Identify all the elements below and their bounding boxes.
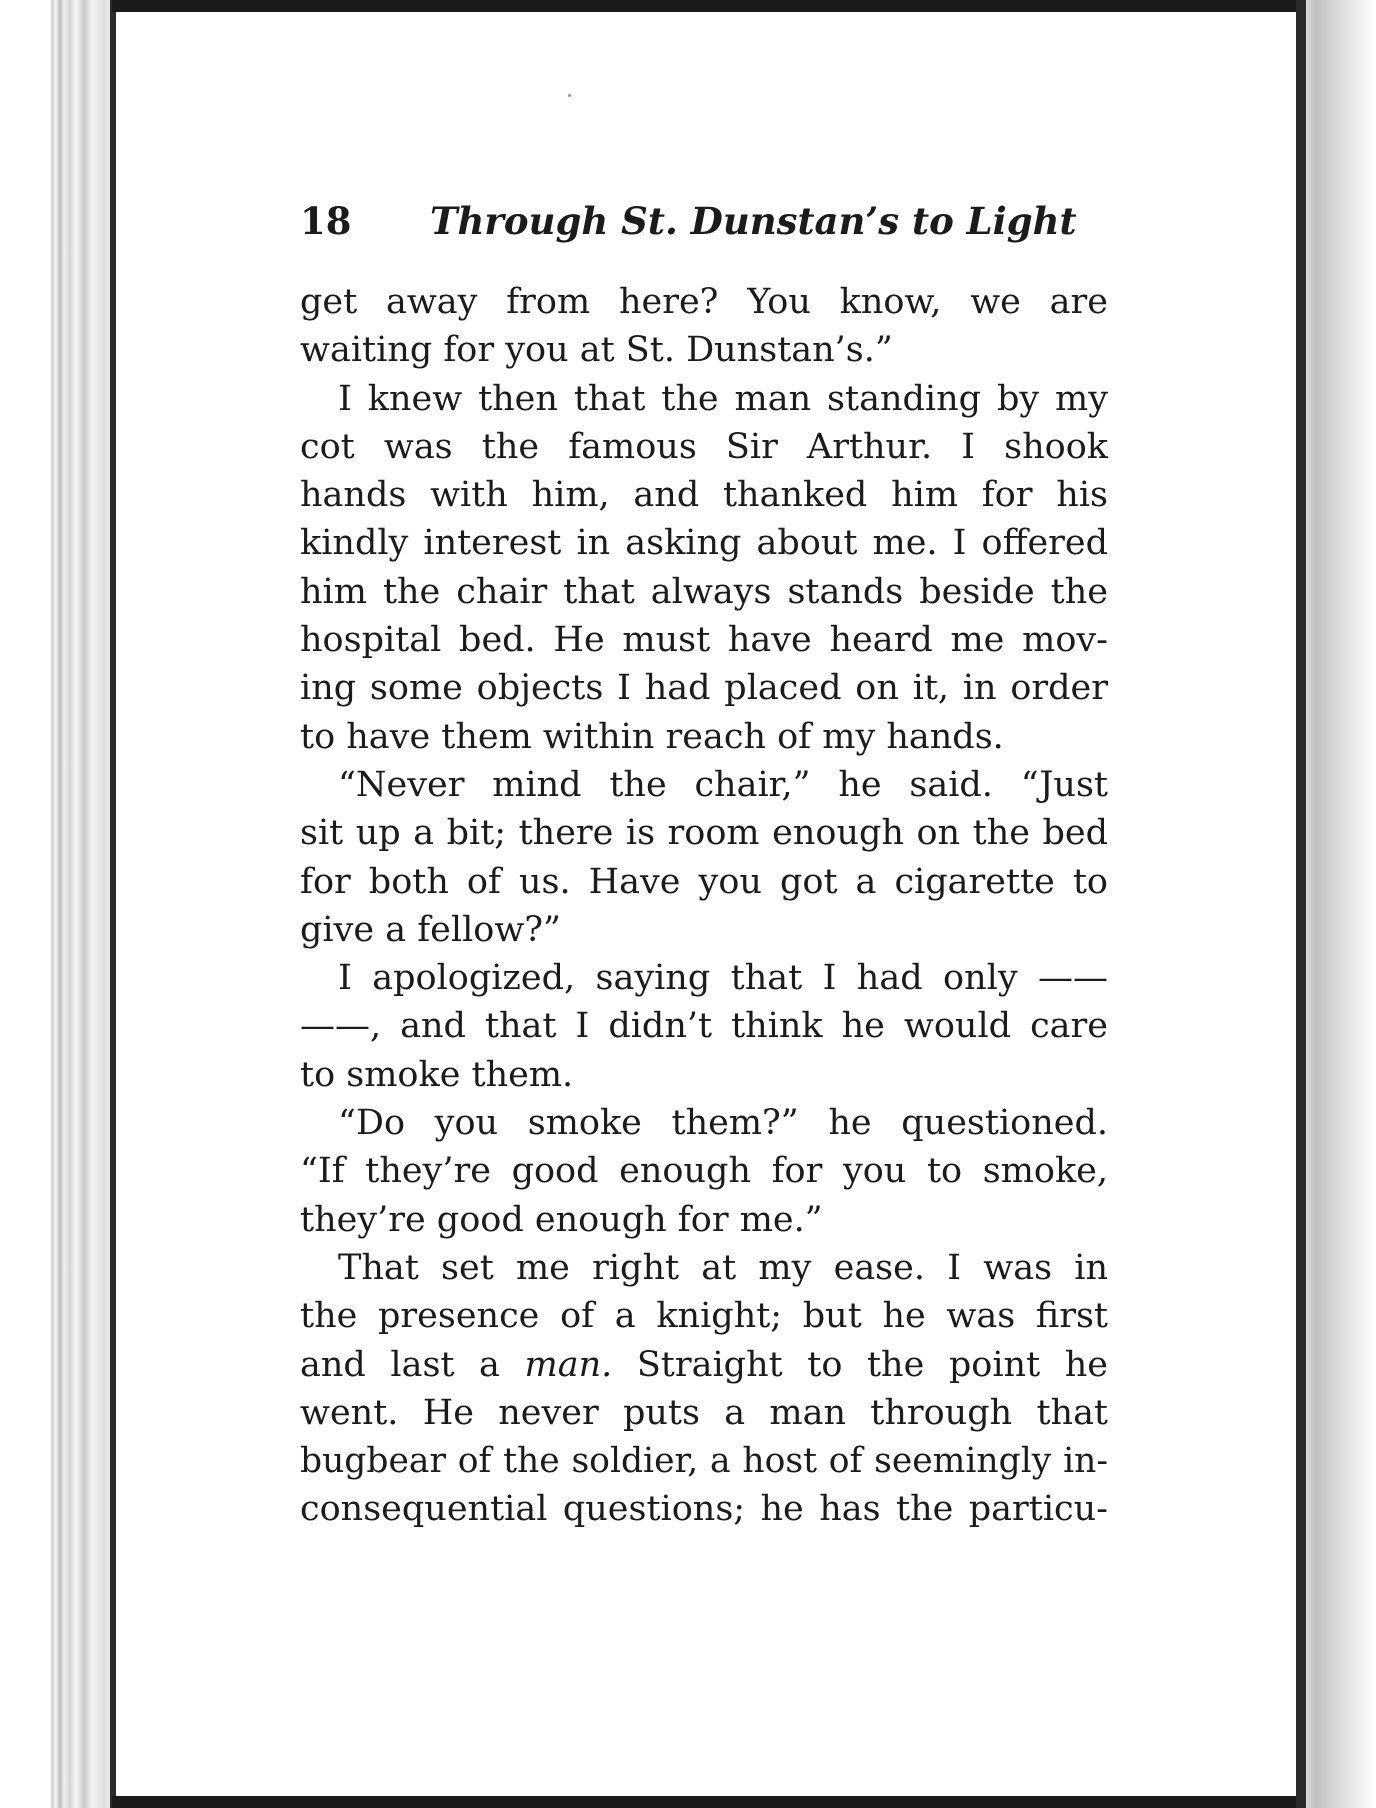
text-line-with-italic <box>300 1341 1108 1389</box>
text-line: “If they’re good enough for you to smoke, <box>300 1151 1108 1192</box>
text-line: I knew then that the man standing by my <box>338 378 1108 419</box>
text-line: the presence of a knight; but he was first <box>300 1296 1108 1337</box>
text-line: waiting for you at St. Dunstan’s.” <box>300 330 893 371</box>
text-line: him the chair that always stands beside the <box>300 571 1108 612</box>
running-head <box>300 196 1077 246</box>
text-line: kindly interest in asking about me. I offered <box>300 523 1108 564</box>
body-text <box>300 278 1108 1534</box>
page-stack-edge-right <box>1306 0 1376 1808</box>
text-line: ——, and that I didn’t think he would care <box>300 1006 1108 1047</box>
text-line: get away from here? You know, we are <box>300 282 1108 322</box>
text-line: hospital bed. He must have heard me mov- <box>300 620 1108 661</box>
text-line: sit up a bit; there is room enough on the bed <box>300 813 1108 854</box>
text-line: went. He never puts a man through that <box>300 1392 1108 1433</box>
book-title: Through St. Dunstan’s to Light <box>430 199 1077 243</box>
text-line: “Never mind the chair,” he said. “Just <box>338 764 1108 805</box>
text-line: they’re good enough for me.” <box>300 1199 823 1240</box>
text-line: consequential questions; he has the particu- <box>300 1489 1108 1530</box>
text-line: to smoke them. <box>300 1054 574 1095</box>
text-line: That set me right at my ease. I was in <box>338 1247 1108 1288</box>
text-line: give a fellow?” <box>300 909 561 950</box>
italic-word: man. <box>524 1344 613 1385</box>
text-fragment: Straight to the point he <box>612 1344 1108 1385</box>
text-line: I apologized, saying that I had only —— <box>338 958 1108 999</box>
text-line: for both of us. Have you got a cigarette to <box>300 861 1108 902</box>
page-border-right <box>1296 0 1306 1808</box>
text-line: ing some objects I had placed on it, in order <box>300 668 1108 709</box>
page-number: 18 <box>300 199 352 243</box>
page-border-bottom <box>112 1796 1302 1808</box>
text-line: to have them within reach of my hands. <box>300 716 1004 757</box>
text-line: “Do you smoke them?” he questioned. <box>338 1103 1108 1144</box>
scan-speck <box>568 94 571 97</box>
text-fragment: and last a <box>300 1344 525 1385</box>
text-line: bugbear of the soldier, a host of seemingly in- <box>300 1441 1108 1482</box>
page-border-top <box>112 0 1302 12</box>
text-line: cot was the famous Sir Arthur. I shook <box>300 426 1108 467</box>
text-line: hands with him, and thanked him for his <box>300 475 1108 516</box>
